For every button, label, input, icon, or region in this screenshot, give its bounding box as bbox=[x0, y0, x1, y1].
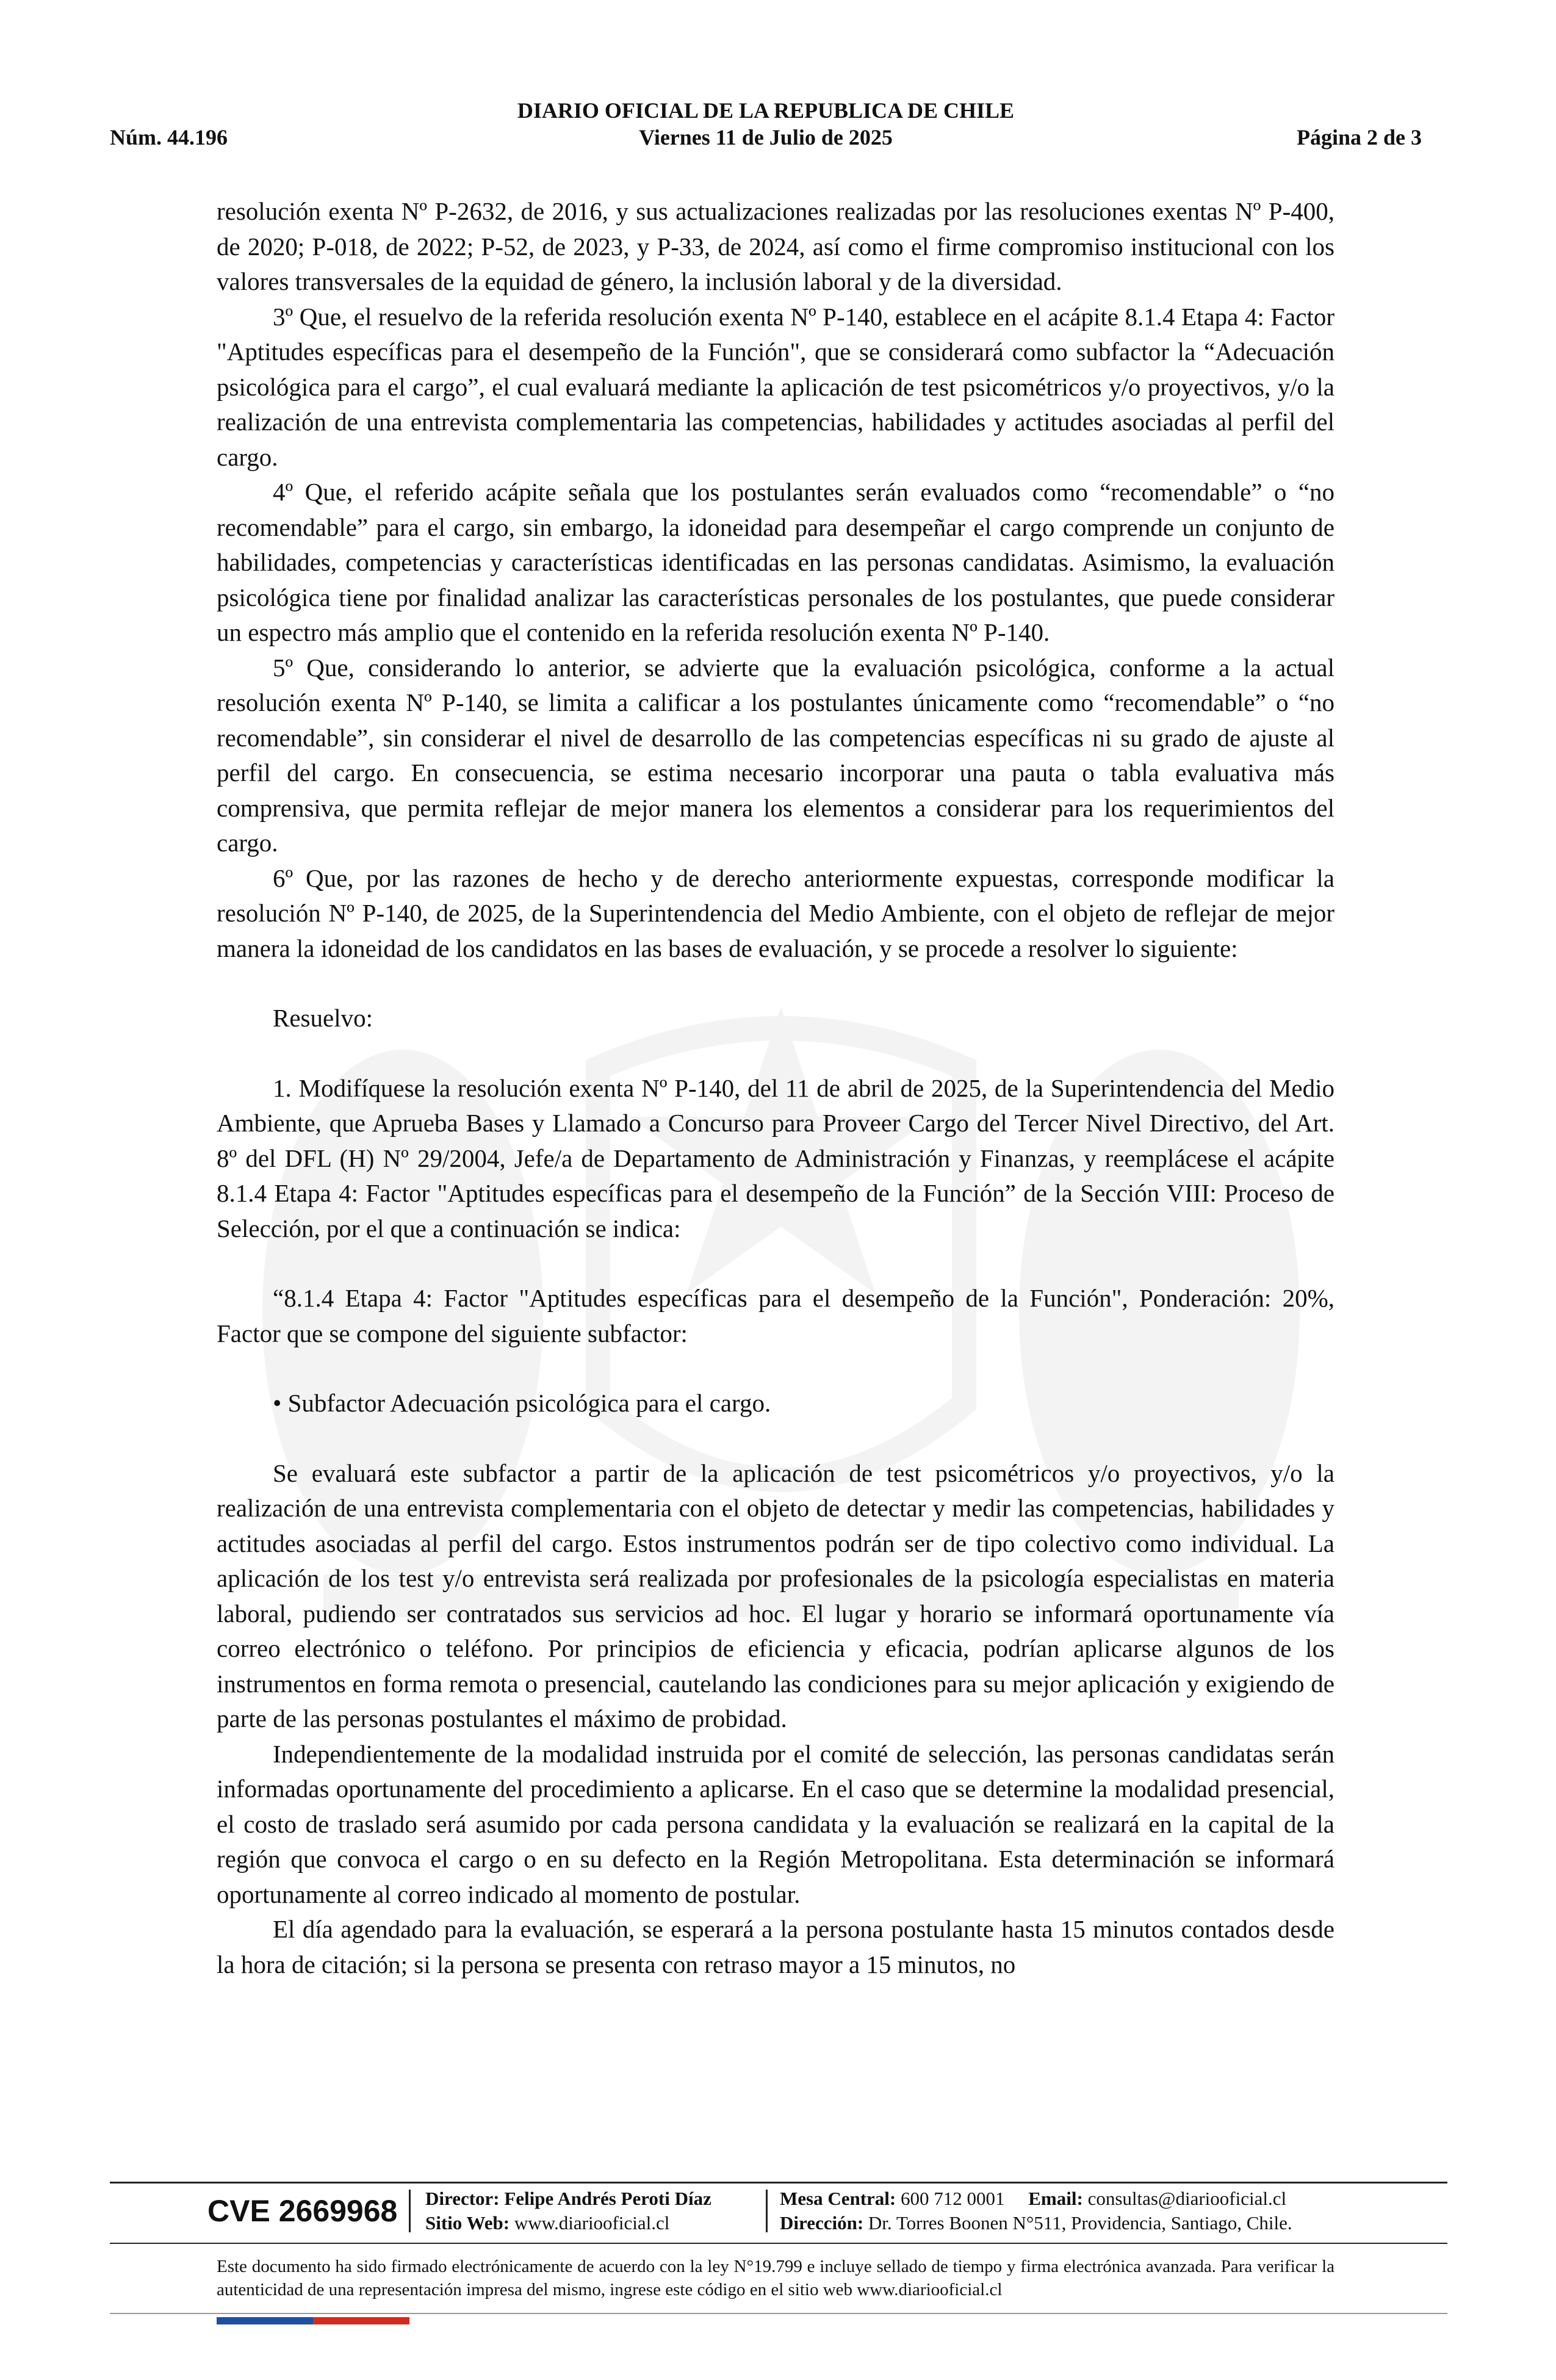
newspaper-title: DIARIO OFICIAL DE LA REPUBLICA DE CHILE bbox=[517, 98, 1015, 123]
flag-stripe bbox=[217, 2317, 409, 2324]
director-label: Director: bbox=[425, 2188, 500, 2209]
page-number: Página 2 de 3 bbox=[1296, 125, 1422, 150]
mesa-phone: 600 712 0001 bbox=[901, 2188, 1005, 2209]
paragraph: 6º Que, por las razones de hecho y de derecho anteriormente expuestas, corresponde modificar la resolución Nº P-140, de 2025, de la Superintendencia del Medio Ambiente, con el objeto de reflejar de mejor manera la idoneidad de los candidatos en las bases de evaluación, y se procede a resolver lo siguiente: bbox=[217, 864, 1334, 962]
mesa-label: Mesa Central: bbox=[780, 2188, 896, 2209]
legal-notice: Este documento ha sido firmado electrónicamente de acuerdo con la ley N°19.799 e incluye sellado de tiempo y firma electrónica avanzada. Para verificar la autenticidad de una representación impresa del mismo, ingrese este código en el sitio web www.diariooficial.cl bbox=[217, 2257, 1334, 2299]
cve-code: CVE 2669968 bbox=[207, 2194, 398, 2228]
website-link[interactable]: www.diariooficial.cl bbox=[514, 2212, 670, 2234]
issue-number: Núm. 44.196 bbox=[110, 125, 228, 150]
address-label: Dirección: bbox=[780, 2212, 864, 2234]
resuelvo-heading: Resuelvo: bbox=[273, 1004, 373, 1032]
contact-line bbox=[780, 2187, 1286, 2211]
director-line bbox=[425, 2187, 711, 2211]
document-body bbox=[217, 194, 1334, 1982]
paragraph: “8.1.4 Etapa 4: Factor "Aptitudes específicas para el desempeño de la Función", Ponderación: 20%, Factor que se compone del siguiente subfactor: bbox=[217, 1284, 1334, 1347]
email-link[interactable]: consultas@diariooficial.cl bbox=[1087, 2188, 1287, 2209]
paragraph: 4º Que, el referido acápite señala que los postulantes serán evaluados como “recomendable” o “no recomendable” para el cargo, sin embargo, la idoneidad para desempeñar el cargo comprende un conjunto de habilidades, competencias y características identificadas en las personas candidatas. Asimismo, la evaluación psicológica tiene por finalidad analizar las características personales de los postulantes, que puede considerar un espectro más amplio que el contenido en la referida resolución exenta Nº P-140. bbox=[217, 478, 1334, 646]
paragraph: 3º Que, el resuelvo de la referida resolución exenta Nº P-140, establece en el acápite 8.1.4 Etapa 4: Factor "Aptitudes específicas para el desempeño de la Función", que se considerará como subfactor la “Adecuación psicológica para el cargo”, el cual evaluará mediante la aplicación de test psicométricos y/o proyectivos, y/o la realización de una entrevista complementaria las competencias, habilidades y actitudes asociadas al perfil del cargo. bbox=[217, 302, 1334, 471]
director-name: Felipe Andrés Peroti Díaz bbox=[504, 2188, 711, 2209]
issue-date: Viernes 11 de Julio de 2025 bbox=[639, 125, 893, 150]
footer-divider bbox=[110, 2313, 1447, 2314]
flag-stripe-blue bbox=[217, 2317, 313, 2324]
footer-divider bbox=[110, 2243, 1447, 2244]
paragraph: Se evaluará este subfactor a partir de la aplicación de test psicométricos y/o proyectivos, y/o la realización de una entrevista complementaria con el objeto de detectar y medir las competencias, habilidades y actitudes asociadas al perfil del cargo. Estos instrumentos podrán ser de tipo colectivo como individual. La aplicación de los test y/o entrevista será realizada por profesionales de la psicología especialistas en materia laboral, pudiendo ser contratados sus servicios ad hoc. El lugar y horario se informará oportunamente vía correo electrónico o teléfono. Por principios de eficiencia y eficacia, podrían aplicarse algunos de los instrumentos en forma remota o presencial, cautelando las condiciones para su mejor aplicación y exigiendo de parte de las personas postulantes el máximo de probidad. bbox=[217, 1459, 1334, 1733]
email-label: Email: bbox=[1028, 2188, 1083, 2209]
address-value: Dr. Torres Boonen N°511, Providencia, Santiago, Chile. bbox=[868, 2212, 1292, 2234]
flag-stripe-red bbox=[313, 2317, 409, 2324]
page-header bbox=[110, 92, 1422, 153]
website-label: Sitio Web: bbox=[425, 2212, 510, 2234]
bullet-item: • Subfactor Adecuación psicológica para el cargo. bbox=[273, 1389, 771, 1417]
paragraph: 5º Que, considerando lo anterior, se advierte que la evaluación psicológica, conforme a la actual resolución exenta Nº P-140, se limita a calificar a los postulantes únicamente como “recomendable” o “no recomendable”, sin considerar el nivel de desarrollo de las competencias específicas ni su grado de ajuste al perfil del cargo. En consecuencia, se estima necesario incorporar una pauta o tabla evaluativa más comprensiva, que permita reflejar de mejor manera los elementos a considerar para los requerimientos del cargo. bbox=[217, 653, 1334, 857]
paragraph: 1. Modifíquese la resolución exenta Nº P-140, del 11 de abril de 2025, de la Superintendencia del Medio Ambiente, que Aprueba Bases y Llamado a Concurso para Proveer Cargo del Tercer Nivel Directivo, del Art. 8º del DFL (H) Nº 29/2004, Jefe/a de Departamento de Administración y Finanzas, y reemplácese el acápite 8.1.4 Etapa 4: Factor "Aptitudes específicas para el desempeño de la Función” de la Sección VIII: Proceso de Selección, por el que a continuación se indica: bbox=[217, 1073, 1334, 1242]
paragraph: El día agendado para la evaluación, se esperará a la persona postulante hasta 15 minutos contados desde la hora de citación; si la persona se presenta con retraso mayor a 15 minutos, no bbox=[217, 1915, 1334, 1978]
footer-separator bbox=[766, 2190, 768, 2232]
footer-divider bbox=[110, 2182, 1447, 2183]
footer-separator bbox=[409, 2190, 411, 2232]
paragraph: resolución exenta Nº P-2632, de 2016, y sus actualizaciones realizadas por las resoluciones exentas Nº P-400, de 2020; P-018, de 2022; P-52, de 2023, y P-33, de 2024, así como el firme compromiso institucional con los valores transversales de la equidad de género, la inclusión laboral y de la diversidad. bbox=[217, 197, 1334, 295]
paragraph: Independientemente de la modalidad instruida por el comité de selección, las personas candidatas serán informadas oportunamente del procedimiento a aplicarse. En el caso que se determine la modalidad presencial, el costo de traslado será asumido por cada persona candidata y la evaluación se realizará en la capital de la región que convoca el cargo o en su defecto en la Región Metropolitana. Esta determinación se informará oportunamente al correo indicado al momento de postular. bbox=[217, 1739, 1334, 1908]
address-line bbox=[780, 2211, 1292, 2235]
website-line bbox=[425, 2211, 669, 2235]
